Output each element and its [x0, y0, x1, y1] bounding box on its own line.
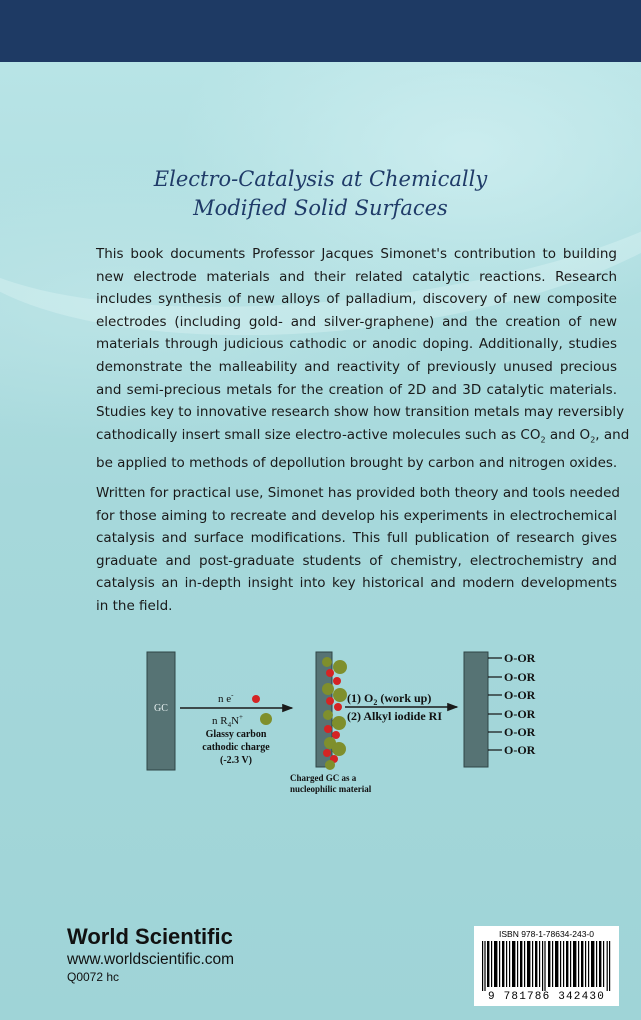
electrochemistry-diagram — [140, 645, 560, 810]
product-group: O-OR — [504, 670, 536, 684]
charge-line-3: (-2.3 V) — [219, 755, 253, 766]
publisher-block — [67, 924, 234, 985]
p1-line: This book documents Professor Jacques Simonet's contribution to building — [96, 246, 617, 262]
charged-gc-line-1: Charged GC as a — [290, 773, 357, 783]
isbn-barcode — [474, 926, 619, 1006]
co2-subscript: 2 — [540, 435, 546, 445]
title-line-1: Electro-Catalysis at Chemically — [153, 167, 488, 191]
electrode-label: GC — [154, 703, 168, 714]
p1-line9-text-a: cathodically insert small size electro-active molecules such as CO — [96, 426, 541, 443]
charged-gc-line-2: nucleophilic material — [290, 784, 372, 794]
p2-line: for those aiming to recreate and develop his experiments in electrochemical — [96, 507, 617, 524]
o2-subscript: 2 — [590, 435, 596, 445]
product-group: O-OR — [504, 743, 536, 757]
p1-line: be applied to methods of depollution brought by carbon and nitrogen oxides. — [96, 455, 618, 472]
p2-line: Written for practical use, Simonet has provided both theory and tools needed — [96, 485, 621, 501]
top-color-band — [0, 0, 641, 62]
product-group: O-OR — [504, 725, 536, 739]
electron-label: n e- — [218, 691, 234, 705]
product-group: O-OR — [504, 651, 536, 665]
p1-line: materials through judicious cathodic or anodic doping. Additionally, studies — [96, 336, 617, 353]
electron-dot — [252, 695, 260, 703]
p2-line: graduate and post-graduate students of chemistry, electrochemistry and — [96, 552, 617, 569]
publisher-name: World Scientific — [67, 924, 233, 949]
description-paragraph-1 — [96, 243, 630, 475]
p1-line9-text-c: , and — [595, 426, 630, 443]
p1-line: and semi-precious metals for the creation of 2D and 3D catalytic materials. — [96, 381, 617, 398]
charge-line-2: cathodic charge — [202, 742, 270, 753]
product-code: Q0072 hc — [67, 970, 120, 984]
cation-dot — [260, 713, 272, 725]
p1-line: demonstrate the malleability and reactivity of previously unused precious — [96, 358, 617, 375]
book-title — [0, 165, 641, 223]
product-group: O-OR — [504, 707, 536, 721]
p1-line-molecules — [96, 424, 630, 452]
cation-label: n $R_4N^+$ — [212, 713, 243, 729]
step-2-label: (2) Alkyl iodide RI — [347, 709, 443, 723]
charge-line-1: Glassy carbon — [205, 729, 267, 740]
barcode-bars — [482, 941, 611, 991]
description-paragraph-2 — [96, 482, 621, 618]
p2-line: catalysis an in-depth insight into key historical and modern developments — [96, 575, 617, 592]
p2-line: catalysis and surface modifications. This full publication of research gives — [96, 530, 617, 547]
product-group: O-OR — [504, 688, 536, 702]
publisher-url[interactable]: www.worldscientific.com — [67, 951, 235, 968]
p2-line: in the field. — [96, 597, 173, 614]
barcode-digits: 9 781786 342430 — [487, 991, 606, 1003]
title-line-2: Modified Solid Surfaces — [193, 196, 448, 220]
step-1-label: (1) $O_2$ (work up) — [347, 691, 432, 707]
p1-line: new electrode materials and their related catalytic reactions. Research — [96, 268, 617, 285]
p1-line: includes synthesis of new alloys of palladium, discovery of new composite — [96, 291, 617, 308]
p1-line9-text-b: and O — [545, 426, 591, 443]
isbn-number: ISBN 978-1-78634-243-0 — [499, 929, 594, 939]
modified-electrode — [464, 652, 488, 767]
product-groups — [488, 651, 536, 757]
p1-line: Studies key to innovative research show how transition metals may reversibly — [96, 404, 625, 421]
p1-line: electrodes (including gold- and silver-graphene) and the creation of new — [96, 313, 617, 330]
